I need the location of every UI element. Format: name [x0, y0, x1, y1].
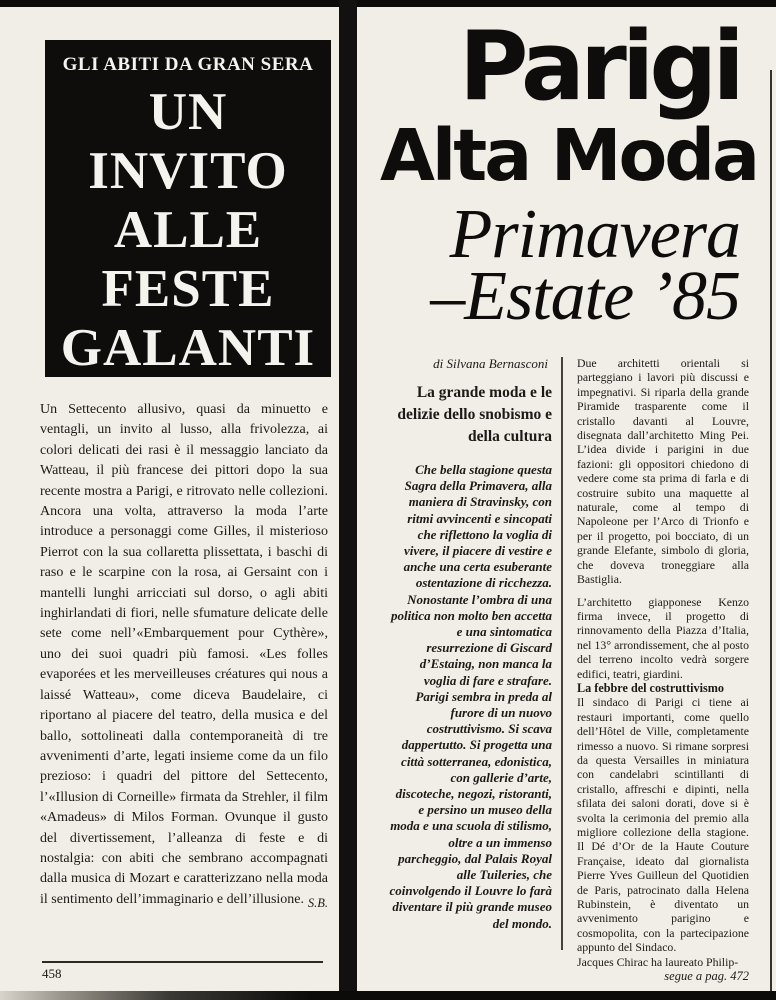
- page-number: 458: [42, 966, 62, 981]
- article-column-body: [577, 356, 749, 983]
- paragraph: Il sindaco di Parigi ci tiene ai restauri importanti, come quello dell’Hôtel de Ville, completamente rimesso a nuovo. Si rimane sorpresi da questa Versailles in miniatura con candelabri scintillanti di cristallo, affreschi e dipinti, nella sfilata dei saloni dorati, dove si è svolta la cerimonia del premio alla migliore collezione della stagione. Il Dé d’Or de la Haute Couture Française, ideato dal giornalista Pierre Yves Guilleun del Quotidien de Paris, patrocinato dalla Helena Rubinstein, è diventato un avvenimento parigino e cosmopolita, con la partecipazione appunto del Sindaco.: [577, 695, 749, 955]
- paragraph: L’architetto giapponese Kenzo firma invece, il progetto di rinnovamento della Piazza d’Italia, nel 13° arrondissement, che al posto del terreno incolto vedrà sorgere edifici, teatri, giardini.: [577, 594, 749, 681]
- left-article-text: Un Settecento allusivo, quasi da minuetto e ventagli, un invito al lusso, alla frivolezza, ai colori delicati dei rasi è il messaggio lanciato da Watteau, il più francese dei pittori dopo la sua recente mostra a Parigi, e ritrovato nelle collezioni. Ancora una volta, attraverso la moda l’arte introduce a personaggi come Gilles, il misterioso Pierrot con la sua collaretta plissettata, i baschi di raso e le scarpine con la rosa, ai Gersaint con i mantelli lunghi arricciati sul dorso, o agli abiti inghirlandati di fiori, nelle sfumature delicate delle sete come nell’«Embarquement pour Cythère», uno dei suoi quadri più famosi. «Les folles evaporées et les merveilleuses créatures qui nous a laissé Watteau», come diceva Baudelaire, ci riportano al piacere del teatro, della musica e del ballo, sottolineati dalla contemporaneità di tre avvenimenti d’arte, legati insieme come da un filo prezioso: i quadri del pittore del Settecento, l’«Illusion di Corneille» firmata da Strehler, il film «Amadeus» di Milos Forman. Ovunque il gusto del divertissement, l’alleanza di feste e di nostalgia: con abiti che sembrano accompagnati dalla musica di Mozart e caratterizzano nella moda il sentimento dell’immaginario e dell’illusione.: [40, 402, 328, 907]
- headline-alta-moda: Alta Moda: [379, 114, 757, 197]
- left-article-body: [40, 400, 328, 913]
- lead-paragraph: Che bella stagione questa Sagra della Primavera, alla maniera di Stravinsky, con ritmi avvincenti e sincopati che riflettono la voglia di vivere, il piacere di vestire e anche una certa esuberante ostentazione di ricchezza. Nonostante l’ombra di una politica non molto ben accetta e una sintomatica resurrezione di Giscard d’Estaing, non manca la voglia di fare e strafare. Parigi sembra in preda al furore di un nuovo costruttivismo. Si scava dappertutto. Si progetta una città sotterranea, edonistica, con gallerie d’arte, discoteche, negozi, ristoranti, e persino un museo della moda e una scuola di stilismo, oltre a un immenso parcheggio, dal Palais Royal alle Tuileries, che coinvolgendo il Louvre lo farà diventare il più grande museo del mondo.: [389, 462, 552, 931]
- byline: di Silvana Bernasconi: [433, 356, 548, 371]
- continuation-note: segue a pag. 472: [664, 969, 749, 984]
- headline-subtitle: [320, 196, 740, 335]
- feature-kicker: GLI ABITI DA GRAN SERA: [62, 54, 314, 75]
- feature-title-line: UN: [148, 83, 228, 141]
- column-divider-line: [561, 357, 563, 950]
- footer-rule: [42, 961, 323, 963]
- section-subhead: La febbre del costruttivismo: [577, 680, 725, 695]
- feature-title: [45, 83, 331, 378]
- feature-title-line: FESTE: [101, 260, 275, 318]
- headline-parigi: Parigi: [458, 12, 740, 122]
- paragraph: Jacques Chirac ha laureato Philip-: [577, 954, 739, 969]
- author-initials: S.B.: [307, 895, 328, 910]
- feature-title-line: INVITO: [88, 142, 288, 200]
- page-edge-line: [770, 70, 772, 1000]
- article-column-lead: [389, 356, 552, 932]
- subtitle-line-estate: –Estate ’85: [430, 258, 740, 335]
- feature-title-line: ALLE: [113, 201, 263, 259]
- subtitle-line-primavera: Primavera: [449, 196, 740, 273]
- paragraph: Due architetti orientali si parteggiano i lavori più discussi e impegnativi. Si riparla della grande Piramide trasparente come il cristallo davanti al Louvre, disegnata dall’architetto Ming Pei. L’idea divide i parigini in due fazioni: gli oppositori chiedono di vedere come sta prima di farla e di costruire subito una maquette al naturale, come al tempo di Napoleone per l’Arco di Trionfo e per il progetto, poi bocciato, di un grande Elefante, simbolo di gloria, che doveva troneggiare alla Bastiglia.: [577, 356, 749, 587]
- bottom-rule-bar: [0, 991, 776, 1000]
- feature-title-line: GALANTI: [60, 319, 316, 377]
- feature-box: [45, 40, 331, 377]
- top-rule-bar: [0, 0, 776, 7]
- standfirst: La grande moda e le delizie dello snobismo e della cultura: [397, 384, 552, 445]
